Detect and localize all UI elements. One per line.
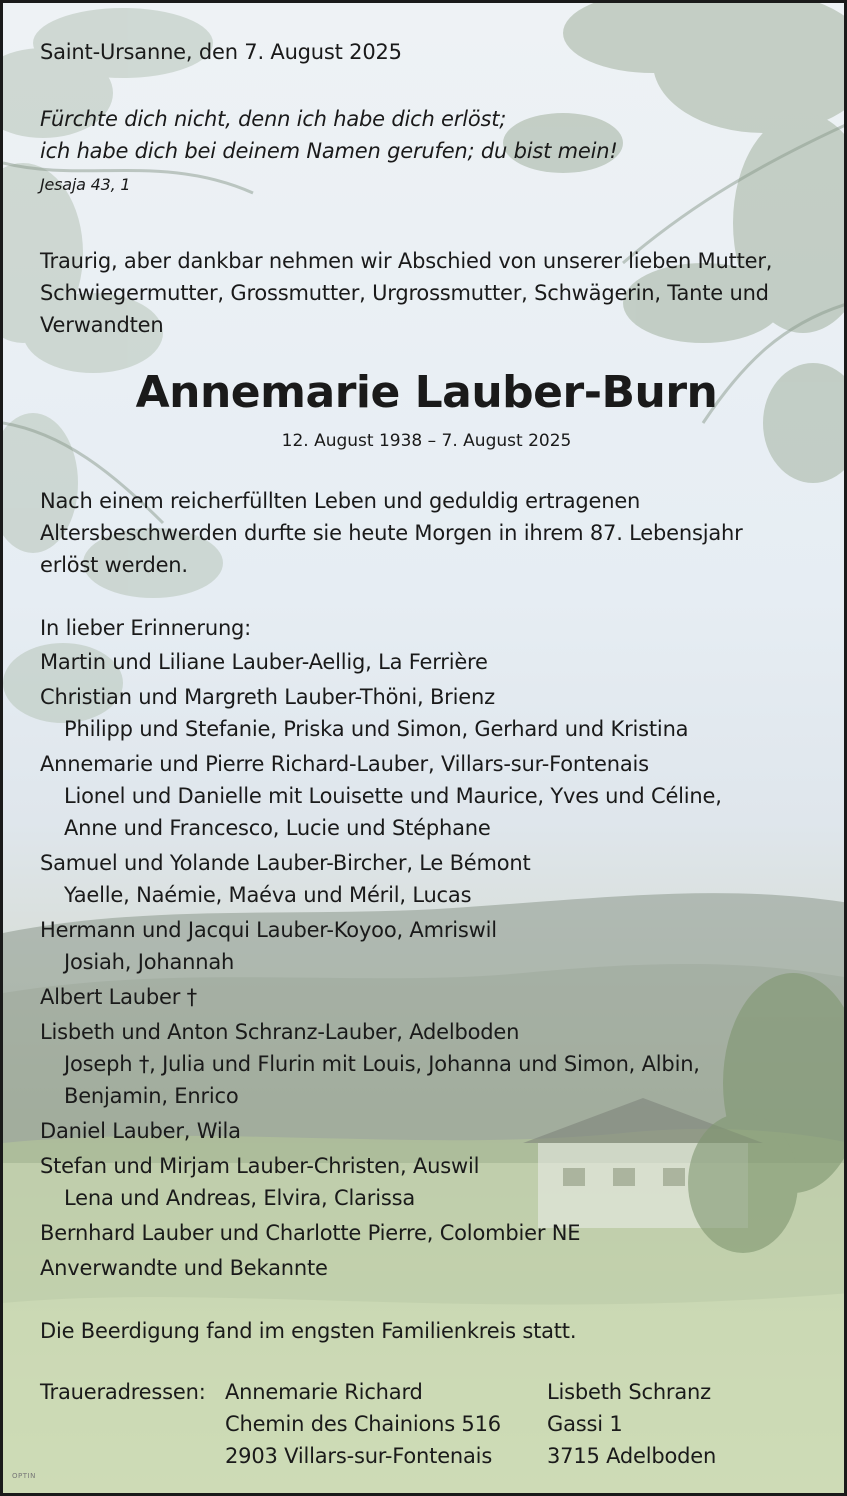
mourner-line: Anverwandte und Bekannte (40, 1256, 328, 1280)
message-line-1: Nach einem reicherfüllten Leben und geduldig ertragenen (40, 489, 641, 513)
place-date: Saint-Ursanne, den 7. August 2025 (40, 40, 402, 64)
mourner-line: Hermann und Jacqui Lauber-Koyoo, Amriswil (40, 918, 497, 942)
address-2-city: 3715 Adelboden (547, 1444, 717, 1468)
message-line-3: erlöst werden. (40, 553, 188, 577)
address-2-name: Lisbeth Schranz (547, 1380, 711, 1404)
mourners-heading: In lieber Erinnerung: (40, 616, 252, 640)
mourner-line-indented: Josiah, Johannah (64, 950, 235, 974)
mourner-line: Lisbeth und Anton Schranz-Lauber, Adelboden (40, 1020, 520, 1044)
addresses-label: Traueradressen: (40, 1380, 206, 1404)
mourner-line: Stefan und Mirjam Lauber-Christen, Auswil (40, 1154, 480, 1178)
funeral-note: Die Beerdigung fand im engsten Familienkreis statt. (40, 1319, 577, 1343)
mourner-line: Christian und Margreth Lauber-Thöni, Brienz (40, 685, 495, 709)
notice-text (3, 3, 847, 1496)
intro-line-1: Traurig, aber dankbar nehmen wir Abschied von unserer lieben Mutter, (40, 249, 773, 273)
address-1-name: Annemarie Richard (225, 1380, 423, 1404)
message-line-2: Altersbeschwerden durfte sie heute Morgen in ihrem 87. Lebensjahr (40, 521, 743, 545)
mourner-line: Samuel und Yolande Lauber-Bircher, Le Bémont (40, 851, 531, 875)
verse-line-1: Fürchte dich nicht, denn ich habe dich erlöst; (40, 107, 507, 131)
mourner-line: Bernhard Lauber und Charlotte Pierre, Colombier NE (40, 1221, 581, 1245)
address-1-city: 2903 Villars-sur-Fontenais (225, 1444, 493, 1468)
mourner-line-indented: Anne und Francesco, Lucie und Stéphane (64, 816, 491, 840)
intro-line-2: Schwiegermutter, Grossmutter, Urgrossmutter, Schwägerin, Tante und (40, 281, 769, 305)
address-2-street: Gassi 1 (547, 1412, 623, 1436)
verse-reference: Jesaja 43, 1 (40, 175, 131, 194)
mourner-line: Daniel Lauber, Wila (40, 1119, 241, 1143)
verse-line-2: ich habe dich bei deinem Namen gerufen; du bist mein! (40, 139, 618, 163)
mourner-line: Annemarie und Pierre Richard-Lauber, Villars-sur-Fontenais (40, 752, 649, 776)
deceased-name: Annemarie Lauber-Burn (135, 367, 718, 418)
address-1-street: Chemin des Chainions 516 (225, 1412, 501, 1436)
mourner-line-indented: Yaelle, Naémie, Maéva und Méril, Lucas (64, 883, 472, 907)
mourner-line-indented: Benjamin, Enrico (64, 1084, 239, 1108)
mourner-line-indented: Philipp und Stefanie, Priska und Simon, Gerhard und Kristina (64, 717, 689, 741)
mourner-line-indented: Joseph †, Julia und Flurin mit Louis, Johanna und Simon, Albin, (64, 1052, 700, 1076)
mourner-line: Martin und Liliane Lauber-Aellig, La Ferrière (40, 650, 488, 674)
mourner-line-indented: Lionel und Danielle mit Louisette und Maurice, Yves und Céline, (64, 784, 722, 808)
intro-line-3: Verwandten (40, 313, 164, 337)
mourner-line: Albert Lauber † (40, 985, 197, 1009)
life-dates: 12. August 1938 – 7. August 2025 (281, 431, 572, 451)
mourner-line-indented: Lena und Andreas, Elvira, Clarissa (64, 1186, 415, 1210)
publisher-mark: OPTIN (12, 1472, 36, 1480)
